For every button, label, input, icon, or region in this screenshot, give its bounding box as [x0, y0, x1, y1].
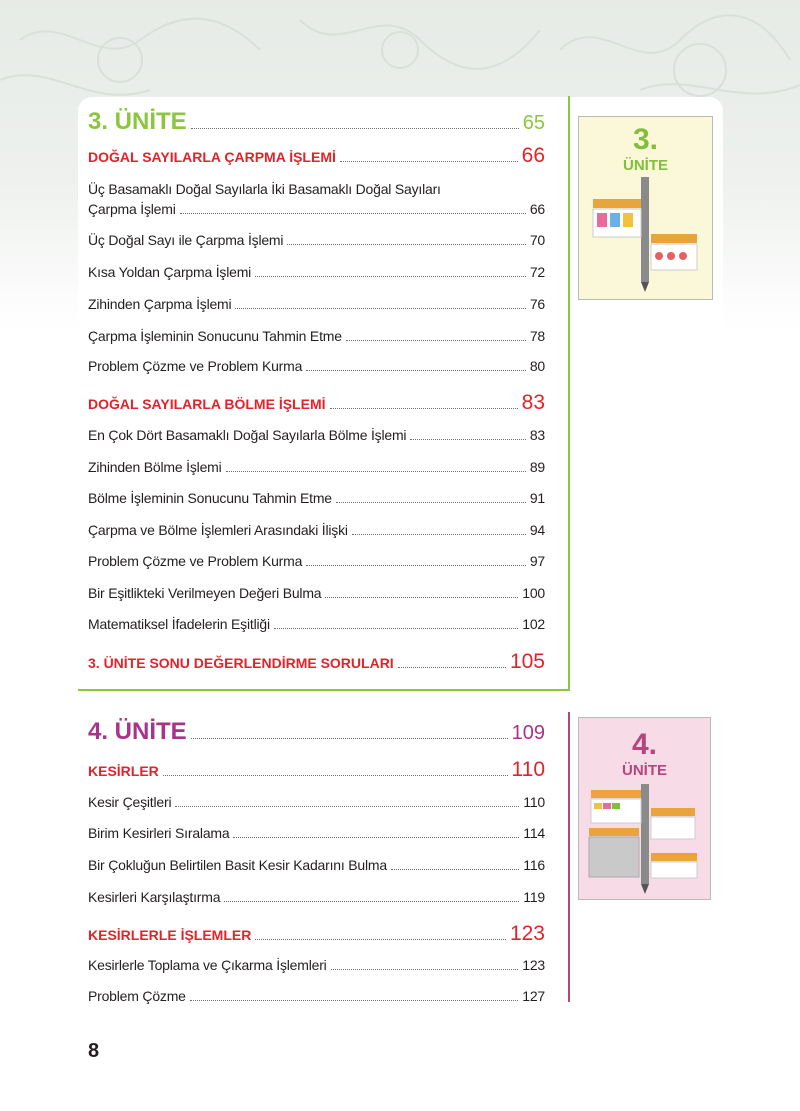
entry-label: Üç Doğal Sayı ile Çarpma İşlemi [88, 232, 284, 248]
leader-dots [352, 533, 526, 535]
entry-label: Kısa Yoldan Çarpma İşlemi [88, 264, 252, 280]
thumb-illustration [579, 718, 710, 899]
entry-label: Bölme İşleminin Sonucunu Tahmin Etme [88, 490, 332, 506]
unit3-bottom-divider [78, 689, 570, 691]
thumb-word: ÜNİTE [623, 157, 668, 174]
entry-page: 72 [529, 264, 545, 280]
entry-label: Çarpma İşleminin Sonucunu Tahmin Etme [88, 328, 342, 344]
toc-entry[interactable] [88, 585, 545, 602]
entry-page: 83 [529, 427, 545, 443]
entry-page: 76 [529, 296, 545, 312]
entry-page: 70 [529, 232, 545, 248]
toc-entry[interactable] [88, 957, 545, 974]
section-division[interactable] [88, 391, 545, 415]
section-title: KESİRLER [88, 763, 159, 779]
toc-entry[interactable] [88, 553, 545, 570]
unit3-cover-thumbnail [578, 116, 713, 300]
unit3-end-assessment[interactable] [88, 650, 545, 674]
unit3-divider [568, 96, 570, 690]
unit4-page: 109 [511, 722, 545, 744]
leader-dots [398, 666, 506, 668]
entry-label: Bir Eşitlikteki Verilmeyen Değeri Bulma [88, 585, 322, 601]
leader-dots [336, 501, 526, 503]
leader-dots [255, 938, 506, 940]
entry-label-line1: Üç Basamaklı Doğal Sayılarla İki Basamaklı Doğal Sayıları [88, 181, 441, 197]
entry-label: Problem Çözme ve Problem Kurma [88, 553, 303, 569]
entry-page: 100 [522, 585, 545, 601]
entry-page: 110 [523, 794, 545, 810]
leader-dots [191, 737, 508, 739]
toc-entry[interactable] [88, 522, 545, 539]
leader-dots [274, 627, 518, 629]
entry-label: Çarpma İşlemi [88, 201, 176, 217]
entry-page: 119 [523, 889, 545, 905]
thumb-illustration [579, 117, 712, 299]
leader-dots [410, 438, 525, 440]
leader-dots [287, 243, 526, 245]
entry-page: 127 [522, 988, 545, 1004]
page-number: 8 [88, 1040, 100, 1062]
section-title: DOĞAL SAYILARLA BÖLME İŞLEMİ [88, 396, 326, 412]
section-page: 110 [511, 758, 545, 781]
leader-dots [340, 160, 518, 162]
entry-label: Matematiksel İfadelerin Eşitliği [88, 616, 270, 632]
leader-dots [180, 212, 526, 214]
leader-dots [226, 470, 526, 472]
entry-label: Zihinden Bölme İşlemi [88, 459, 222, 475]
thumb-word: ÜNİTE [622, 762, 667, 779]
entry-page: 66 [529, 201, 545, 217]
entry-page: 80 [529, 358, 545, 374]
section-page: 123 [509, 922, 545, 945]
entry-page: 102 [522, 616, 545, 632]
end-assessment-page: 105 [509, 650, 545, 673]
section-fractions[interactable] [88, 758, 545, 782]
toc-entry[interactable] [88, 328, 545, 345]
toc-entry[interactable] [88, 459, 545, 476]
toc-entry[interactable] [88, 264, 545, 281]
entry-label: Problem Çözme ve Problem Kurma [88, 358, 303, 374]
entry-label: Çarpma ve Bölme İşlemleri Arasındaki İlişki [88, 522, 348, 538]
entry-page: 91 [529, 490, 545, 506]
leader-dots [331, 968, 519, 970]
section-title: KESİRLERLE İŞLEMLER [88, 927, 252, 943]
leader-dots [190, 999, 518, 1001]
entry-label: Bir Çokluğun Belirtilen Basit Kesir Kadarını Bulma [88, 857, 387, 873]
section-page: 66 [521, 144, 545, 167]
thumb-number: 4. [631, 728, 658, 761]
end-assessment-title: 3. ÜNİTE SONU DEĞERLENDİRME SORULARI [88, 655, 394, 671]
leader-dots [233, 836, 519, 838]
entry-label: Problem Çözme [88, 988, 186, 1004]
toc-entry[interactable] [88, 427, 545, 444]
toc-entry[interactable] [88, 889, 545, 906]
leader-dots [175, 805, 519, 807]
toc-entry[interactable] [88, 616, 545, 633]
section-fraction-operations[interactable] [88, 922, 545, 946]
leader-dots [346, 339, 526, 341]
section-page: 83 [521, 391, 545, 414]
entry-page: 114 [523, 825, 545, 841]
entry-page: 94 [529, 522, 545, 538]
section-title: DOĞAL SAYILARLA ÇARPMA İŞLEMİ [88, 149, 336, 165]
entry-label: En Çok Dört Basamaklı Doğal Sayılarla Bölme İşlemi [88, 427, 407, 443]
entry-label: Zihinden Çarpma İşlemi [88, 296, 232, 312]
entry-label: Kesirleri Karşılaştırma [88, 889, 221, 905]
leader-dots [306, 369, 526, 371]
toc-entry[interactable] [88, 232, 545, 249]
entry-label: Kesir Çeşitleri [88, 794, 172, 810]
toc-entry[interactable] [88, 825, 545, 842]
leader-dots [306, 564, 526, 566]
unit4-title: 4. ÜNİTE [88, 718, 187, 745]
toc-entry[interactable] [88, 794, 545, 811]
entry-page: 78 [529, 328, 545, 344]
unit3-page: 65 [522, 112, 545, 134]
unit4-heading[interactable] [88, 718, 545, 746]
leader-dots [191, 127, 519, 129]
entry-page: 116 [523, 857, 545, 873]
toc-entry[interactable] [88, 988, 545, 1005]
entry-label: Kesirlerle Toplama ve Çıkarma İşlemleri [88, 957, 327, 973]
leader-dots [235, 307, 525, 309]
toc-entry[interactable] [88, 201, 545, 218]
entry-page: 123 [522, 957, 545, 973]
unit3-title: 3. ÜNİTE [88, 108, 187, 135]
leader-dots [391, 868, 519, 870]
toc-entry-first-line [88, 181, 545, 197]
entry-page: 97 [529, 553, 545, 569]
toc-entry[interactable] [88, 490, 545, 507]
toc-entry[interactable] [88, 857, 545, 874]
toc-entry[interactable] [88, 296, 545, 313]
unit4-cover-thumbnail [578, 717, 711, 900]
leader-dots [325, 596, 518, 598]
unit3-heading[interactable] [88, 108, 545, 136]
leader-dots [255, 275, 526, 277]
unit4-divider [568, 712, 570, 1002]
leader-dots [224, 900, 519, 902]
leader-dots [163, 774, 508, 776]
section-multiplication[interactable] [88, 144, 545, 168]
thumb-number: 3. [632, 123, 659, 156]
leader-dots [330, 407, 518, 409]
entry-page: 89 [529, 459, 545, 475]
entry-label: Birim Kesirleri Sıralama [88, 825, 230, 841]
toc-entry[interactable] [88, 358, 545, 375]
